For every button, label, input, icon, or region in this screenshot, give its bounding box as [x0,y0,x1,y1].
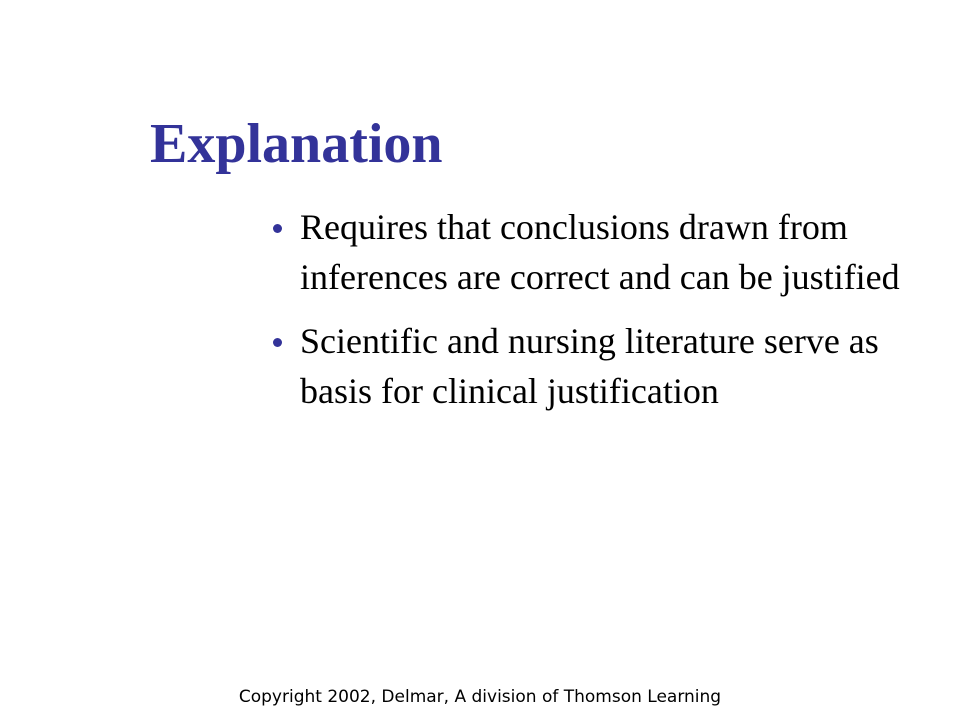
bullet-text: Scientific and nursing literature serve as basis for clinical justification [300,321,879,411]
bullet-text: Requires that conclusions drawn from inferences are correct and can be justified [300,207,900,297]
bullet-dot-icon [273,224,282,233]
bullet-list [270,202,920,430]
slide-title: Explanation [150,113,443,175]
copyright-footer: Copyright 2002, Delmar, A division of Thomson Learning [238,687,722,707]
bullet-dot-icon [273,338,282,347]
bullet-item [270,316,920,416]
bullet-item [270,202,920,302]
